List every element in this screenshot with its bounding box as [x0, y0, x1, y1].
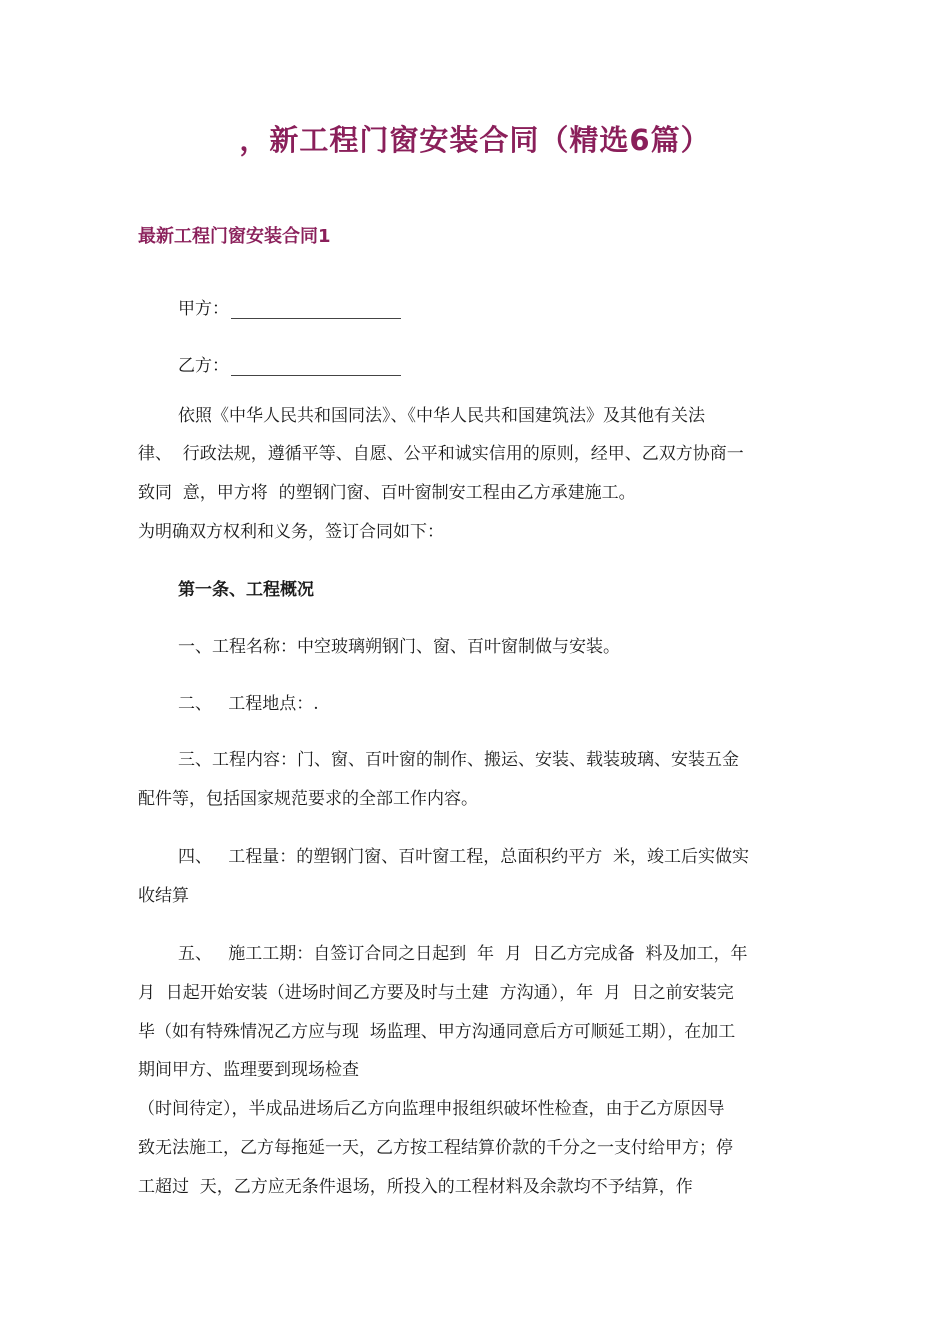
section-heading: 最新工程门窗安装合同1 — [138, 226, 331, 247]
clause-item: 收结算 — [138, 886, 189, 906]
clause-item: 五、 施工工期：自签订合同之日起到 年 月 日乙方完成备 料及加工，年 — [178, 944, 748, 964]
party-b-line — [178, 351, 401, 376]
party-a-blank — [231, 303, 401, 319]
document-title: ，新工程门窗安装合同（精选6篇） — [239, 123, 711, 157]
intro-line: 律、 行政法规，遵循平等、自愿、公平和诚实信用的原则，经甲、乙双方协商一 — [138, 444, 744, 464]
intro-line: 依照《中华人民共和国同法》、《中华人民共和国建筑法》及其他有关法 — [178, 406, 705, 426]
clause-item: 二、 工程地点：. — [178, 694, 319, 714]
intro-line: 致同 意，甲方将 的塑钢门窗、百叶窗制安工程由乙方承建施工。 — [138, 483, 636, 503]
party-a-line — [178, 294, 401, 319]
clause-item: 期间甲方、监理要到现场检查 — [138, 1060, 359, 1080]
clause-item: 毕（如有特殊情况乙方应与现 场监理、甲方沟通同意后方可顺延工期），在加工 — [138, 1022, 736, 1042]
intro-line: 为明确双方权利和义务，签订合同如下： — [138, 522, 444, 542]
clause-item: 三、工程内容：门、窗、百叶窗的制作、搬运、安装、载装玻璃、安装五金 — [178, 750, 739, 770]
clause-item: （时间待定），半成品进场后乙方向监理申报组织破坏性检查，由于乙方原因导 — [138, 1099, 725, 1119]
clause-item: 致无法施工，乙方每拖延一天，乙方按工程结算价款的千分之一支付给甲方；停 — [138, 1138, 733, 1158]
clause-item: 配件等，包括国家规范要求的全部工作内容。 — [138, 789, 478, 809]
clause-item: 四、 工程量：的塑钢门窗、百叶窗工程，总面积约平方 米，竣工后实做实 — [178, 847, 750, 867]
clause-item: 一、工程名称：中空玻璃朔钢门、窗、百叶窗制做与安装。 — [178, 637, 620, 657]
party-b-blank — [231, 360, 401, 376]
party-b-label: 乙方： — [178, 356, 229, 376]
clause-item: 月 日起开始安装（进场时间乙方要及时与土建 方沟通），年 月 日之前安装完 — [138, 983, 734, 1003]
clause-item: 工超过 天，乙方应无条件退场，所投入的工程材料及余款均不予结算，作 — [138, 1177, 693, 1197]
article-heading: 第一条、工程概况 — [178, 580, 314, 600]
party-a-label: 甲方： — [178, 299, 229, 319]
